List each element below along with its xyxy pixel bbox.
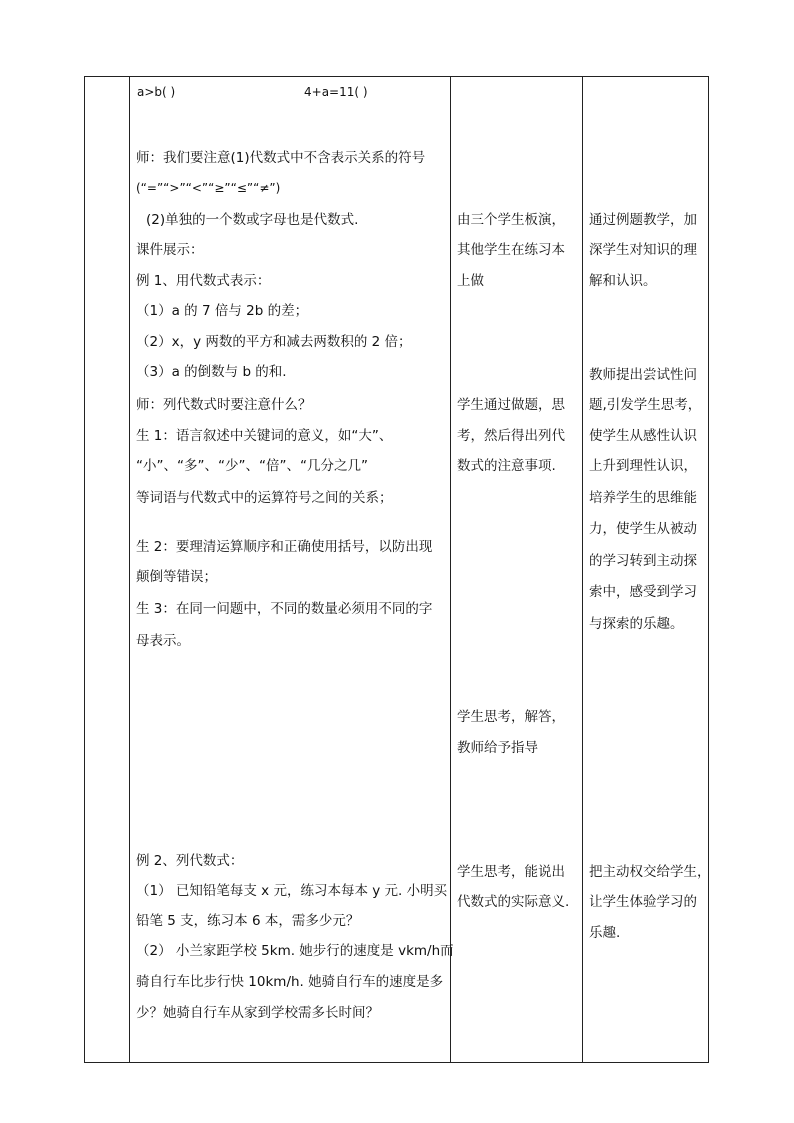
student-1-answer: 生 1：语言叙述中关键词的意义，如“大”、 xyxy=(136,428,393,444)
design-intent-text: 力，使学生从被动 xyxy=(589,521,697,537)
student-1-answer: “小”、“多”、“少”、“倍”、“几分之几” xyxy=(136,458,368,474)
design-intent-text: 与探索的乐趣。 xyxy=(589,616,684,632)
student-3-answer: 生 3：在同一问题中，不同的数量必须用不同的字 xyxy=(136,601,433,617)
column-divider-2 xyxy=(450,76,451,1063)
teacher-note-line: 师：我们要注意(1)代数式中不含表示关系的符号 xyxy=(136,150,426,166)
courseware-label: 课件展示： xyxy=(136,242,204,258)
design-intent-text: 索中，感受到学习 xyxy=(589,584,697,600)
design-intent-text: 让学生体验学习的 xyxy=(589,894,697,910)
design-intent-text: 的学习转到主动探 xyxy=(589,553,697,569)
design-intent-text: 乐趣. xyxy=(589,925,621,941)
student-activity-text: 代数式的实际意义. xyxy=(457,894,570,910)
example-2-question: （1） 已知铅笔每支 x 元，练习本每本 y 元. 小明买 xyxy=(136,883,448,899)
example-2-question: （2） 小兰家距学校 5km. 她步行的速度是 vkm/h而 xyxy=(136,943,454,959)
student-2-answer: 颠倒等错误； xyxy=(136,569,217,585)
example-1-question: （2）x，y 两数的平方和减去两数积的 2 倍； xyxy=(136,334,412,350)
example-1-title: 例 1、用代数式表示： xyxy=(136,273,271,289)
example-2-title: 例 2、列代数式： xyxy=(136,853,244,869)
student-activity-text: 数式的注意事项. xyxy=(457,458,556,474)
student-activity-text: 学生思考，解答， xyxy=(457,709,565,725)
student-activity-text: 考，然后得出列代 xyxy=(457,428,565,444)
example-2-question: 骑自行车比步行快 10km/h. 她骑自行车的速度是多 xyxy=(136,974,444,990)
student-3-answer: 母表示。 xyxy=(136,633,190,649)
exercise-line-ab: a>b( ) xyxy=(137,85,176,99)
student-2-answer: 生 2：要理清运算顺序和正确使用括号，以防出现 xyxy=(136,539,433,555)
student-activity-text: 由三个学生板演， xyxy=(457,212,565,228)
table-left-border xyxy=(84,76,85,1063)
exercise-line-4a: 4+a=11( ) xyxy=(304,85,368,99)
design-intent-text: 深学生对知识的理 xyxy=(589,242,697,258)
student-1-answer: 等词语与代数式中的运算符号之间的关系； xyxy=(136,490,393,506)
design-intent-text: 通过例题教学，加 xyxy=(589,212,697,228)
design-intent-text: 上升到理性认识， xyxy=(589,458,697,474)
column-divider-3 xyxy=(582,76,583,1063)
teacher-note-line: (2)单独的一个数或字母也是代数式. xyxy=(146,212,359,228)
example-2-question: 铅笔 5 支，练习本 6 本，需多少元？ xyxy=(136,913,360,929)
student-activity-text: 学生思考，能说出 xyxy=(457,864,565,880)
example-2-question: 少？她骑自行车从家到学校需多长时间？ xyxy=(136,1005,379,1021)
table-bottom-border xyxy=(84,1062,709,1063)
table-right-border xyxy=(708,76,709,1063)
design-intent-text: 题,引发学生思考， xyxy=(589,397,702,413)
column-divider-1 xyxy=(129,76,130,1063)
design-intent-text: 培养学生的思维能 xyxy=(589,490,697,506)
example-1-question: （1）a 的 7 倍与 2b 的差； xyxy=(136,303,309,319)
student-activity-text: 上做 xyxy=(457,273,484,289)
relation-symbols-line: (“=”“>”“<”“≥”“≤”“≠”) xyxy=(136,181,281,195)
student-activity-text: 其他学生在练习本 xyxy=(457,242,565,258)
design-intent-text: 教师提出尝试性问 xyxy=(589,367,697,383)
design-intent-text: 把主动权交给学生， xyxy=(589,864,711,880)
table-top-border xyxy=(84,76,709,77)
student-activity-text: 教师给予指导 xyxy=(457,740,538,756)
example-1-question: （3）a 的倒数与 b 的和. xyxy=(136,364,287,380)
design-intent-text: 使学生从感性认识 xyxy=(589,428,697,444)
student-activity-text: 学生通过做题，思 xyxy=(457,397,565,413)
design-intent-text: 解和认识。 xyxy=(589,273,657,289)
teacher-question: 师：列代数式时要注意什么？ xyxy=(136,397,312,413)
